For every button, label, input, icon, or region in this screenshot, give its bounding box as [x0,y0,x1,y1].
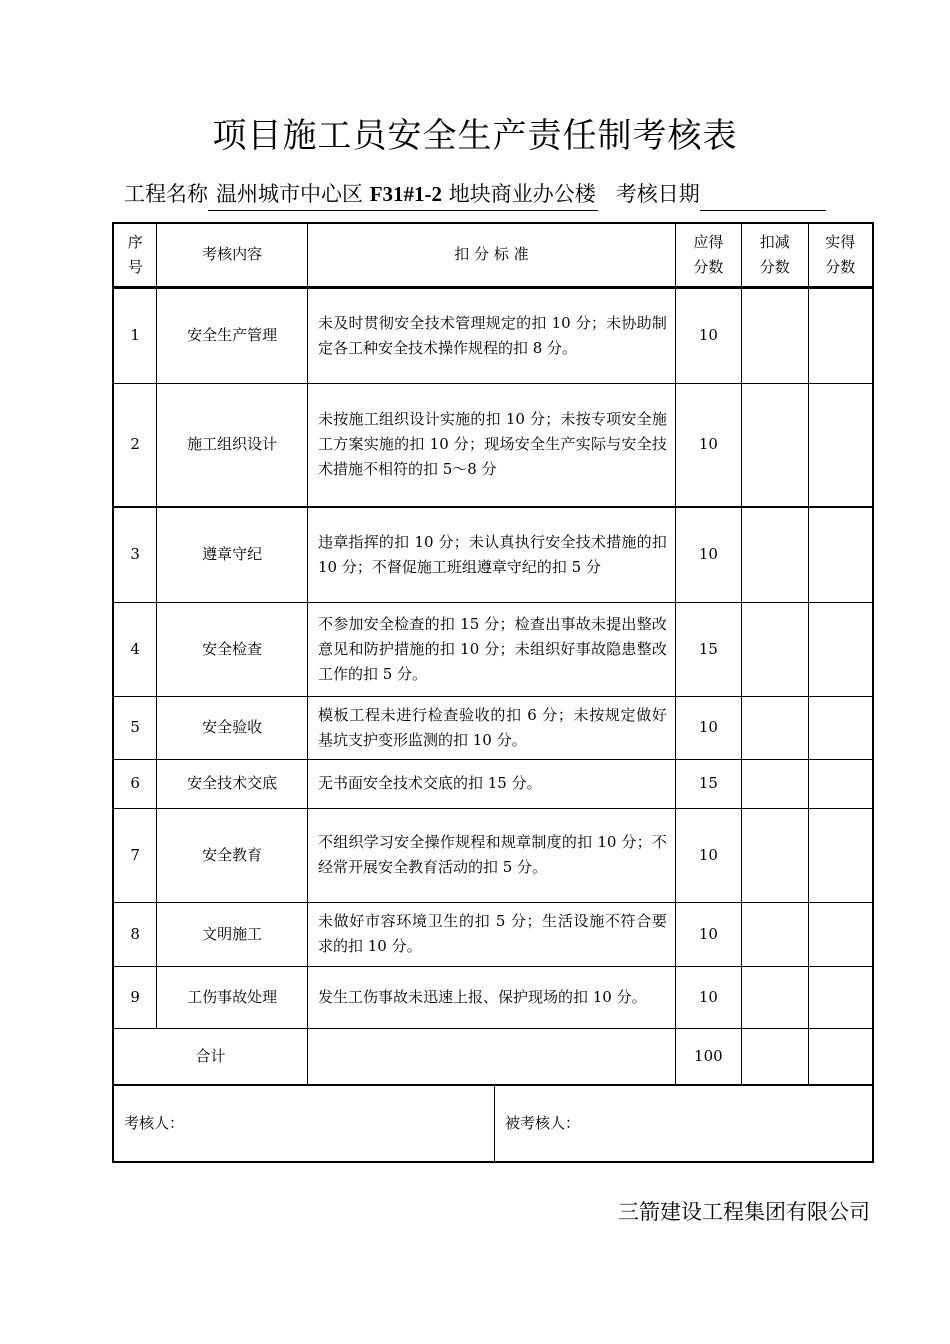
examinee-label: 被考核人： [505,1114,581,1132]
row-item: 遵章守纪 [157,507,308,602]
assessment-table [112,222,874,1086]
date-field[interactable] [700,184,826,211]
project-name-part-c: 地块商业办公楼 [448,182,596,206]
header-actual-score: 实得 分数 [808,223,873,287]
row-due-score: 10 [675,287,741,383]
row-standard: 模板工程未进行检查验收的扣 6 分；未按规定做好基坑支护变形监测的扣 10 分。 [307,696,675,759]
company-name: 三箭建设工程集团有限公司 [618,1200,870,1224]
header-standard: 扣 分 标 准 [307,223,675,287]
row-item: 安全验收 [157,696,308,759]
examiner-cell[interactable] [114,1084,495,1161]
row-due-score: 10 [675,696,741,759]
table-row [113,808,873,902]
row-deduct-cell[interactable] [741,808,808,902]
row-standard: 不组织学习安全操作规程和规章制度的扣 10 分；不经常开展安全教育活动的扣 5 分。 [307,808,675,902]
total-deduct-cell[interactable] [741,1028,808,1085]
row-actual-cell[interactable] [808,902,873,966]
total-label: 合计 [113,1028,307,1085]
row-actual-cell[interactable] [808,383,873,507]
table-row [113,696,873,759]
table-row [113,966,873,1028]
row-standard: 违章指挥的扣 10 分；未认真执行安全技术措施的扣 10 分；不督促施工班组遵章守纪的扣 5 分 [307,507,675,602]
row-deduct-cell[interactable] [741,902,808,966]
row-standard: 发生工伤事故未迅速上报、保护现场的扣 10 分。 [307,966,675,1028]
total-row [113,1028,873,1085]
table-row [113,383,873,507]
row-number: 1 [113,287,157,383]
row-due-score: 15 [675,759,741,808]
row-standard: 不参加安全检查的扣 15 分；检查出事故未提出整改意见和防护措施的扣 10 分；未组织好事故隐患整改工作的扣 5 分。 [307,602,675,696]
row-item: 施工组织设计 [157,383,308,507]
row-item: 文明施工 [157,902,308,966]
examinee-cell[interactable] [495,1084,872,1161]
row-deduct-cell[interactable] [741,602,808,696]
page-title: 项目施工员安全生产责任制考核表 [212,116,738,156]
row-number: 8 [113,902,157,966]
date-label: 考核日期 [615,182,700,206]
project-name-part-b: F31#1-2 [369,182,443,206]
row-item: 安全教育 [157,808,308,902]
row-item: 安全生产管理 [157,287,308,383]
project-name-part-a: 温州城市中心区 [216,182,363,206]
row-actual-cell[interactable] [808,696,873,759]
row-actual-cell[interactable] [808,966,873,1028]
row-deduct-cell[interactable] [741,507,808,602]
row-actual-cell[interactable] [808,287,873,383]
header-due-score: 应得 分数 [675,223,741,287]
table-row [113,507,873,602]
signature-row [112,1084,874,1163]
row-deduct-cell[interactable] [741,696,808,759]
header-deduct-score: 扣减 分数 [741,223,808,287]
row-deduct-cell[interactable] [741,759,808,808]
row-due-score: 10 [675,902,741,966]
row-deduct-cell[interactable] [741,287,808,383]
total-standard-cell [307,1028,675,1085]
row-deduct-cell[interactable] [741,383,808,507]
row-number: 6 [113,759,157,808]
row-actual-cell[interactable] [808,808,873,902]
row-due-score: 10 [675,808,741,902]
row-due-score: 10 [675,507,741,602]
header-content: 考核内容 [157,223,308,287]
row-number: 7 [113,808,157,902]
row-actual-cell[interactable] [808,507,873,602]
table-row [113,602,873,696]
examiner-label: 考核人： [124,1114,185,1132]
row-number: 3 [113,507,157,602]
row-standard: 未及时贯彻安全技术管理规定的扣 10 分；未协助制定各工种安全技术操作规程的扣 8 分。 [307,287,675,383]
row-item: 安全检查 [157,602,308,696]
total-actual-cell[interactable] [808,1028,873,1085]
row-actual-cell[interactable] [808,602,873,696]
project-label: 工程名称 [124,182,208,206]
row-standard: 未做好市容环境卫生的扣 5 分；生活设施不符合要求的扣 10 分。 [307,902,675,966]
project-info-line [124,178,874,210]
row-deduct-cell[interactable] [741,966,808,1028]
row-number: 2 [113,383,157,507]
table-row [113,759,873,808]
project-name [208,178,598,211]
row-item: 安全技术交底 [157,759,308,808]
row-number: 5 [113,696,157,759]
header-seq: 序 号 [113,223,157,287]
table-row [113,902,873,966]
row-standard: 未按施工组织设计实施的扣 10 分；未按专项安全施工方案实施的扣 10 分；现场安全生产实际与安全技术措施不相符的扣 5～8 分 [307,383,675,507]
row-due-score: 10 [675,383,741,507]
row-actual-cell[interactable] [808,759,873,808]
row-item: 工伤事故处理 [157,966,308,1028]
row-number: 4 [113,602,157,696]
row-due-score: 15 [675,602,741,696]
row-due-score: 10 [675,966,741,1028]
table-row [113,287,873,383]
table-header-row [113,223,873,287]
row-number: 9 [113,966,157,1028]
total-due-score: 100 [675,1028,741,1085]
row-standard: 无书面安全技术交底的扣 15 分。 [307,759,675,808]
